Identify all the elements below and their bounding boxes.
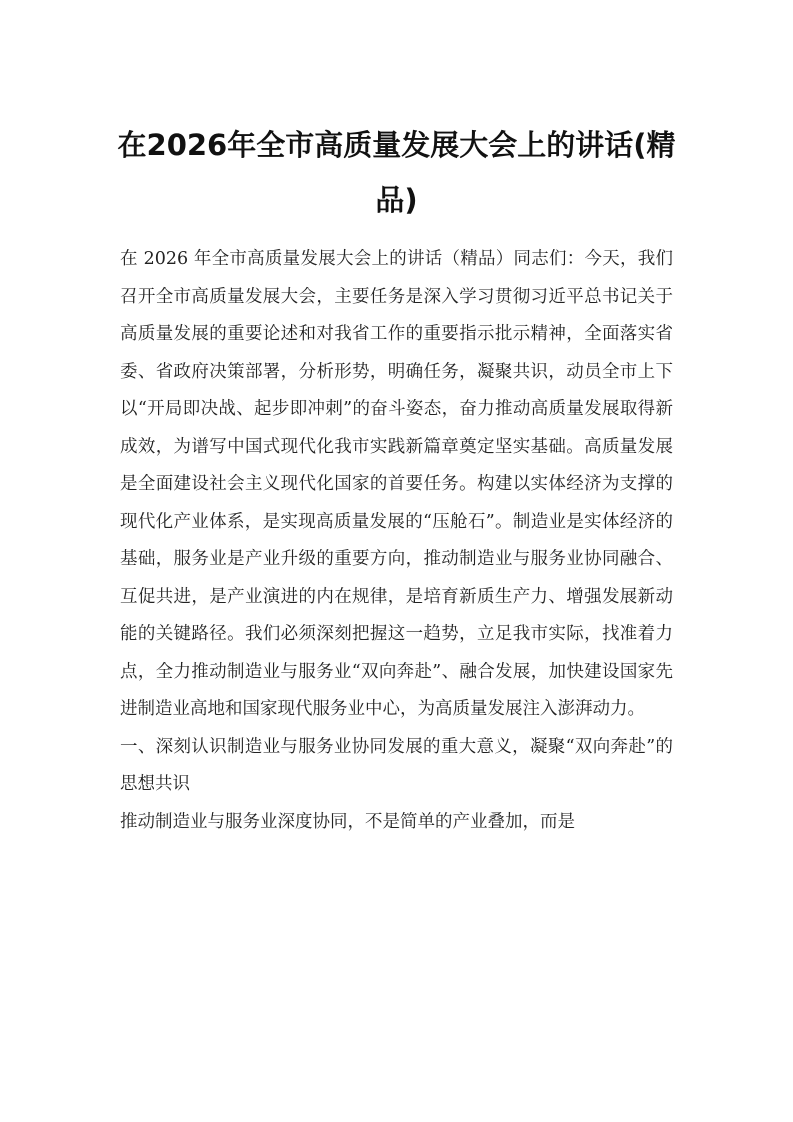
section-heading: 一、深刻认识制造业与服务业协同发展的重大意义，凝聚“双向奔赴”的思想共识 <box>120 736 673 794</box>
body-paragraph: 推动制造业与服务业深度协同，不是简单的产业叠加，而是 <box>120 811 575 832</box>
intro-paragraph: 在 2026 年全市高质量发展大会上的讲话（精品）同志们：今天，我们召开全市高质量发展大会，主要任务是深入学习贯彻习近平总书记关于高质量发展的重要论述和对我省工作的重要指示批示精神，全面落实省委、省政府决策部署，分析形势，明确任务，凝聚共识，动员全市上下以“开局即决战、起步即冲刺”的奋斗姿态，奋力推动高质量发展取得新成效，为谱写中国式现代化我市实践新篇章奠定坚实基础。高质量发展是全面建设社会主义现代化国家的首要任务。构建以实体经济为支撑的现代化产业体系，是实现高质量发展的“压舱石”。制造业是实体经济的基础，服务业是产业升级的重要方向，推动制造业与服务业协同融合、互促共进，是产业演进的内在规律，是培育新质生产力、增强发展新动能的关键路径。我们必须深刻把握这一趋势，立足我市实际，找准着力点，全力推动制造业与服务业“双向奔赴”、融合发展，加快建设国家先进制造业高地和国家现代服务业中心，为高质量发展注入澎湃动力。 <box>120 249 673 719</box>
document-title: 在2026年全市高质量发展大会上的讲话(精品) <box>117 128 676 217</box>
document-body <box>120 241 673 841</box>
